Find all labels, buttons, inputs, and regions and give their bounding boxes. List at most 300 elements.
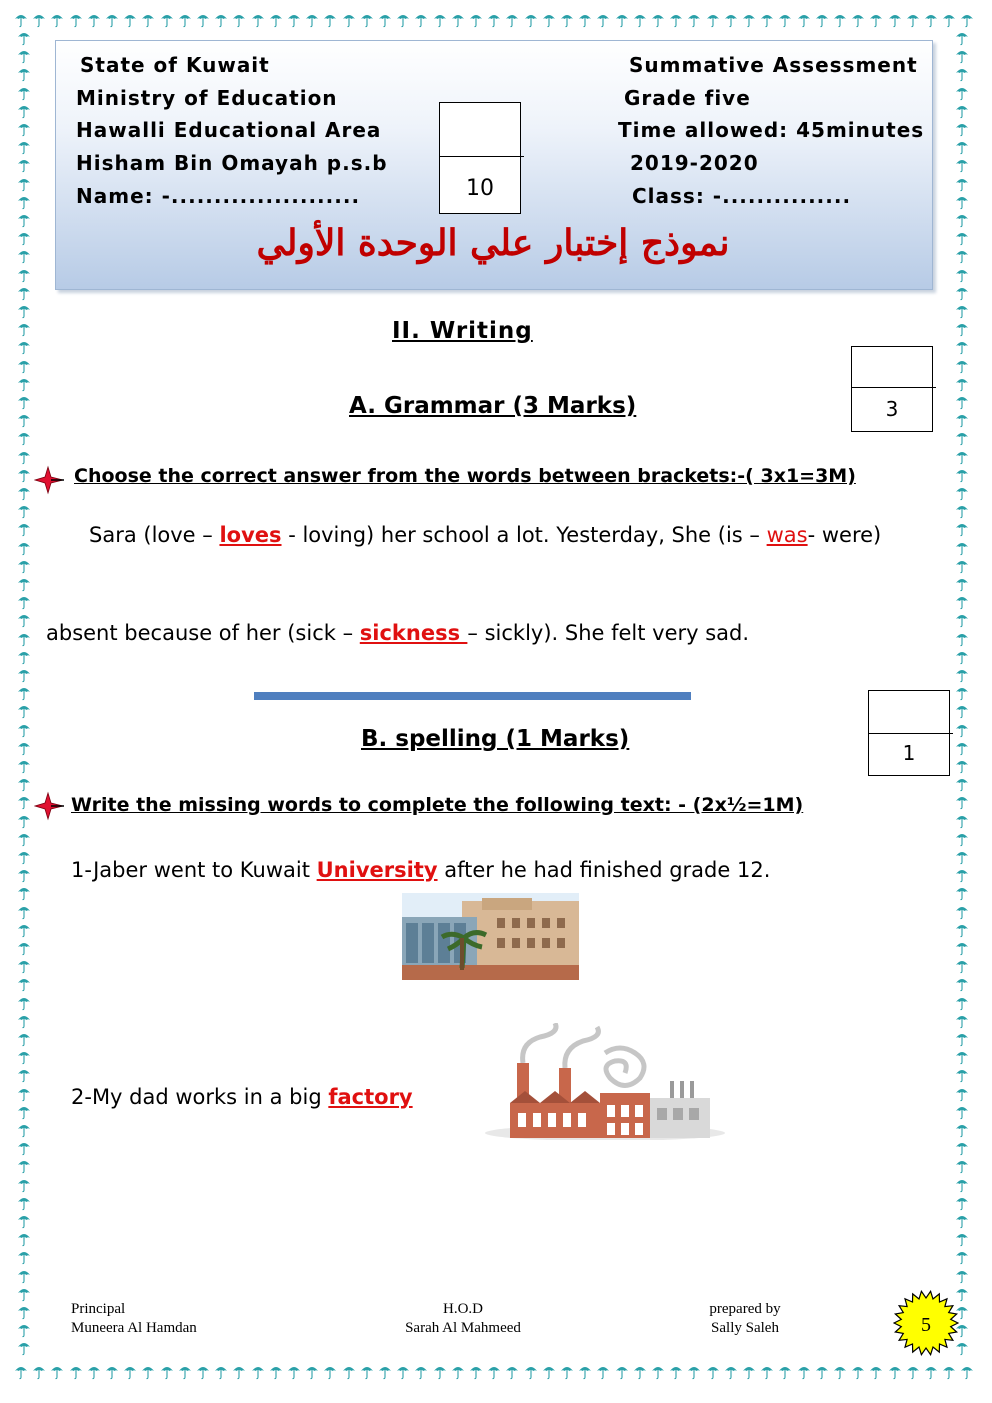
principal-signature <box>71 1300 197 1338</box>
umbrella-icon <box>17 212 31 228</box>
umbrella-icon <box>955 631 969 647</box>
umbrella-icon <box>955 430 969 446</box>
umbrella-icon <box>687 1364 701 1380</box>
umbrella-icon <box>287 1364 301 1380</box>
umbrella-icon <box>955 85 969 101</box>
writing-title: II. Writing <box>392 318 533 344</box>
umbrella-icon <box>17 1249 31 1265</box>
umbrella-icon <box>14 1364 28 1380</box>
umbrella-icon <box>17 849 31 865</box>
umbrella-icon <box>305 1364 319 1380</box>
umbrella-icon <box>17 1104 31 1120</box>
hod-name: Sarah Al Mahmeed <box>405 1320 521 1336</box>
umbrella-icon <box>955 48 969 64</box>
umbrella-icon <box>955 612 969 628</box>
umbrella-icon <box>17 940 31 956</box>
grammar-answer-was: was <box>766 523 808 547</box>
header-area: Hawalli Educational Area <box>76 118 382 142</box>
umbrella-icon <box>17 1231 31 1247</box>
umbrella-icon <box>17 576 31 592</box>
factory-image <box>485 1023 725 1140</box>
umbrella-icon <box>615 1364 629 1380</box>
umbrella-icon <box>396 1364 410 1380</box>
umbrella-icon <box>955 1195 969 1211</box>
umbrella-icon <box>17 685 31 701</box>
umbrella-icon <box>955 1067 969 1083</box>
header-school: Hisham Bin Omayah p.s.b <box>76 151 388 175</box>
umbrella-icon <box>17 194 31 210</box>
umbrella-icon <box>17 48 31 64</box>
umbrella-icon <box>955 449 969 465</box>
grammar-sentence-1 <box>89 523 881 547</box>
umbrella-icon <box>269 1364 283 1380</box>
hod-title: H.O.D <box>443 1301 483 1317</box>
arabic-title: نموذج إختبار علي الوحدة الأولي <box>256 222 730 264</box>
umbrella-icon <box>123 12 137 28</box>
spelling-question-1 <box>71 858 770 882</box>
umbrella-icon <box>955 230 969 246</box>
umbrella-icon <box>542 1364 556 1380</box>
umbrella-icon <box>50 12 64 28</box>
spelling-text-part: 2-My dad works in a big <box>71 1085 329 1109</box>
umbrella-icon <box>17 1322 31 1338</box>
umbrella-icon <box>955 703 969 719</box>
umbrella-icon <box>924 1364 938 1380</box>
umbrella-icon <box>955 867 969 883</box>
umbrella-icon <box>955 1177 969 1193</box>
umbrella-icon <box>942 12 956 28</box>
umbrella-icon <box>214 12 228 28</box>
umbrella-icon <box>724 1364 738 1380</box>
umbrella-icon <box>17 1013 31 1029</box>
umbrella-icon <box>17 248 31 264</box>
spelling-instruction: Write the missing words to complete the following text: - (2x½=1M) <box>71 794 804 816</box>
umbrella-icon <box>378 12 392 28</box>
umbrella-icon <box>955 576 969 592</box>
umbrella-icon <box>487 1364 501 1380</box>
umbrella-icon <box>17 722 31 738</box>
umbrella-icon <box>17 594 31 610</box>
umbrella-icon <box>615 12 629 28</box>
principal-name: Muneera Al Hamdan <box>71 1320 197 1336</box>
umbrella-icon <box>17 176 31 192</box>
umbrella-icon <box>17 449 31 465</box>
umbrella-icon <box>17 813 31 829</box>
umbrella-icon <box>760 1364 774 1380</box>
grammar-sentence-2 <box>46 621 749 645</box>
umbrella-icon <box>669 12 683 28</box>
umbrella-icon <box>17 758 31 774</box>
spelling-text-part: after he had finished grade 12. <box>437 858 771 882</box>
umbrella-icon <box>17 30 31 46</box>
umbrella-icon <box>542 12 556 28</box>
umbrella-icon <box>955 649 969 665</box>
umbrella-icon <box>17 1067 31 1083</box>
spelling-title: B. spelling (1 Marks) <box>361 726 630 752</box>
header-grade: Grade five <box>624 86 751 110</box>
umbrella-icon <box>17 558 31 574</box>
umbrella-icon <box>955 758 969 774</box>
umbrella-icon <box>633 12 647 28</box>
umbrella-icon <box>955 376 969 392</box>
umbrella-icon <box>955 103 969 119</box>
umbrella-icon <box>214 1364 228 1380</box>
umbrella-icon <box>17 958 31 974</box>
grammar-text-part: - loving) her school a lot. Yesterday, She (is – <box>281 523 767 547</box>
umbrella-icon <box>955 904 969 920</box>
umbrella-icon <box>742 1364 756 1380</box>
spelling-answer-university: University <box>316 858 438 882</box>
umbrella-icon <box>888 12 902 28</box>
umbrella-icon <box>17 139 31 155</box>
umbrella-icon <box>17 321 31 337</box>
umbrella-icon <box>955 212 969 228</box>
umbrella-icon <box>69 1364 83 1380</box>
umbrella-icon <box>596 1364 610 1380</box>
prepared-name: Sally Saleh <box>711 1320 779 1336</box>
umbrella-icon <box>17 467 31 483</box>
umbrella-icon <box>342 12 356 28</box>
umbrella-icon <box>955 339 969 355</box>
umbrella-icon <box>17 412 31 428</box>
umbrella-icon <box>17 66 31 82</box>
umbrella-icon <box>17 1122 31 1138</box>
umbrella-icon <box>232 12 246 28</box>
umbrella-icon <box>17 1177 31 1193</box>
header-name-field: Name: -...................... <box>76 184 361 208</box>
page-number: 5 <box>921 1314 931 1336</box>
umbrella-icon <box>955 139 969 155</box>
umbrella-icon <box>955 248 969 264</box>
umbrella-icon <box>955 121 969 137</box>
umbrella-icon <box>323 1364 337 1380</box>
umbrella-icon <box>342 1364 356 1380</box>
umbrella-icon <box>955 394 969 410</box>
umbrella-icon <box>815 12 829 28</box>
umbrella-icon <box>778 12 792 28</box>
umbrella-icon <box>955 667 969 683</box>
umbrella-icon <box>955 558 969 574</box>
umbrella-icon <box>955 995 969 1011</box>
umbrella-icon <box>232 1364 246 1380</box>
umbrella-icon <box>141 1364 155 1380</box>
umbrella-icon <box>487 12 501 28</box>
umbrella-icon <box>17 1158 31 1174</box>
grammar-title: A. Grammar (3 Marks) <box>349 393 637 419</box>
grammar-score-box <box>851 346 933 432</box>
umbrella-icon <box>633 1364 647 1380</box>
umbrella-icon <box>160 1364 174 1380</box>
umbrella-icon <box>17 976 31 992</box>
umbrella-icon <box>17 1195 31 1211</box>
umbrella-icon <box>955 685 969 701</box>
umbrella-icon <box>17 1213 31 1229</box>
umbrella-icon <box>955 740 969 756</box>
umbrella-icon <box>17 740 31 756</box>
umbrella-icon <box>196 12 210 28</box>
umbrella-icon <box>17 267 31 283</box>
umbrella-icon <box>960 12 974 28</box>
umbrella-icon <box>451 12 465 28</box>
umbrella-icon <box>17 631 31 647</box>
umbrella-icon <box>505 12 519 28</box>
umbrella-icon <box>32 12 46 28</box>
university-building-image <box>402 893 579 980</box>
umbrella-icon <box>105 1364 119 1380</box>
umbrella-icon <box>955 813 969 829</box>
umbrella-icon <box>17 85 31 101</box>
umbrella-icon <box>17 339 31 355</box>
umbrella-icon <box>833 1364 847 1380</box>
umbrella-icon <box>955 1268 969 1284</box>
umbrella-icon <box>17 358 31 374</box>
umbrella-icon <box>851 12 865 28</box>
umbrella-icon <box>17 521 31 537</box>
umbrella-icon <box>724 12 738 28</box>
umbrella-icon <box>955 958 969 974</box>
grammar-text-part: - were) <box>807 523 882 547</box>
umbrella-icon <box>955 776 969 792</box>
total-score-box <box>439 102 521 214</box>
umbrella-icon <box>955 467 969 483</box>
umbrella-icon <box>323 12 337 28</box>
umbrella-icon <box>955 976 969 992</box>
header-time: Time allowed: 45minutes <box>618 118 925 142</box>
star-bullet-icon <box>34 791 64 821</box>
umbrella-icon <box>955 1086 969 1102</box>
umbrella-icon <box>955 303 969 319</box>
umbrella-icon <box>17 503 31 519</box>
umbrella-icon <box>955 940 969 956</box>
umbrella-icon <box>955 594 969 610</box>
umbrella-icon <box>160 12 174 28</box>
umbrella-icon <box>17 1049 31 1065</box>
page-border-top <box>14 10 978 30</box>
star-bullet-icon <box>34 465 64 495</box>
umbrella-icon <box>742 12 756 28</box>
umbrella-icon <box>651 12 665 28</box>
umbrella-icon <box>17 394 31 410</box>
umbrella-icon <box>17 1304 31 1320</box>
umbrella-icon <box>955 849 969 865</box>
umbrella-icon <box>955 285 969 301</box>
umbrella-icon <box>378 1364 392 1380</box>
umbrella-icon <box>178 12 192 28</box>
header-school-country: State of Kuwait <box>80 53 270 77</box>
umbrella-icon <box>17 703 31 719</box>
umbrella-icon <box>433 1364 447 1380</box>
page-border-right <box>952 30 972 1362</box>
umbrella-icon <box>778 1364 792 1380</box>
umbrella-icon <box>955 503 969 519</box>
umbrella-icon <box>141 12 155 28</box>
prepared-by-signature <box>700 1300 790 1338</box>
umbrella-icon <box>17 612 31 628</box>
umbrella-icon <box>87 12 101 28</box>
umbrella-icon <box>955 885 969 901</box>
spelling-score-value: 1 <box>902 741 916 765</box>
total-score-value: 10 <box>466 176 494 201</box>
umbrella-icon <box>17 794 31 810</box>
umbrella-icon <box>469 12 483 28</box>
umbrella-icon <box>17 922 31 938</box>
grammar-answer-loves: loves <box>219 523 282 547</box>
umbrella-icon <box>17 1031 31 1047</box>
umbrella-icon <box>17 1086 31 1102</box>
umbrella-icon <box>955 30 969 46</box>
umbrella-icon <box>17 867 31 883</box>
umbrella-icon <box>888 1364 902 1380</box>
umbrella-icon <box>955 1122 969 1138</box>
spelling-question-2 <box>71 1085 413 1109</box>
umbrella-icon <box>955 1140 969 1156</box>
spelling-text-part: 1-Jaber went to Kuwait <box>71 858 317 882</box>
umbrella-icon <box>414 12 428 28</box>
umbrella-icon <box>469 1364 483 1380</box>
umbrella-icon <box>17 285 31 301</box>
grammar-text-part: Sara (love – <box>89 523 220 547</box>
umbrella-icon <box>960 1364 974 1380</box>
umbrella-icon <box>815 1364 829 1380</box>
umbrella-icon <box>955 722 969 738</box>
umbrella-icon <box>955 794 969 810</box>
umbrella-icon <box>178 1364 192 1380</box>
section-divider <box>254 692 691 700</box>
grammar-text-part: absent because of her (sick – <box>46 621 360 645</box>
umbrella-icon <box>955 267 969 283</box>
umbrella-icon <box>955 321 969 337</box>
umbrella-icon <box>414 1364 428 1380</box>
umbrella-icon <box>251 1364 265 1380</box>
umbrella-icon <box>797 12 811 28</box>
umbrella-icon <box>17 376 31 392</box>
umbrella-icon <box>396 12 410 28</box>
umbrella-icon <box>955 922 969 938</box>
umbrella-icon <box>360 1364 374 1380</box>
umbrella-icon <box>433 12 447 28</box>
umbrella-icon <box>955 66 969 82</box>
umbrella-icon <box>17 667 31 683</box>
header-year: 2019-2020 <box>630 151 759 175</box>
umbrella-icon <box>706 1364 720 1380</box>
umbrella-icon <box>524 1364 538 1380</box>
umbrella-icon <box>955 1231 969 1247</box>
umbrella-icon <box>955 1049 969 1065</box>
umbrella-icon <box>955 412 969 428</box>
umbrella-icon <box>305 12 319 28</box>
prepared-title: prepared by <box>709 1301 781 1317</box>
umbrella-icon <box>269 12 283 28</box>
umbrella-icon <box>17 121 31 137</box>
umbrella-icon <box>869 12 883 28</box>
umbrella-icon <box>869 1364 883 1380</box>
umbrella-icon <box>17 540 31 556</box>
umbrella-icon <box>797 1364 811 1380</box>
umbrella-icon <box>287 12 301 28</box>
umbrella-icon <box>505 1364 519 1380</box>
umbrella-icon <box>14 12 28 28</box>
umbrella-icon <box>251 12 265 28</box>
page-number-badge <box>893 1290 959 1356</box>
umbrella-icon <box>955 485 969 501</box>
umbrella-icon <box>196 1364 210 1380</box>
umbrella-icon <box>451 1364 465 1380</box>
umbrella-icon <box>17 1140 31 1156</box>
umbrella-icon <box>955 176 969 192</box>
umbrella-icon <box>524 12 538 28</box>
umbrella-icon <box>50 1364 64 1380</box>
umbrella-icon <box>851 1364 865 1380</box>
umbrella-icon <box>32 1364 46 1380</box>
umbrella-icon <box>955 1013 969 1029</box>
umbrella-icon <box>17 649 31 665</box>
umbrella-icon <box>17 904 31 920</box>
umbrella-icon <box>955 1158 969 1174</box>
page-border-bottom <box>14 1362 978 1382</box>
umbrella-icon <box>105 12 119 28</box>
grammar-text-part: – sickly). She felt very sad. <box>467 621 750 645</box>
umbrella-icon <box>955 521 969 537</box>
umbrella-icon <box>955 1249 969 1265</box>
umbrella-icon <box>906 12 920 28</box>
umbrella-icon <box>17 1286 31 1302</box>
umbrella-icon <box>651 1364 665 1380</box>
umbrella-icon <box>17 995 31 1011</box>
umbrella-icon <box>906 1364 920 1380</box>
umbrella-icon <box>687 12 701 28</box>
umbrella-icon <box>942 1364 956 1380</box>
umbrella-icon <box>955 1213 969 1229</box>
umbrella-icon <box>17 157 31 173</box>
umbrella-icon <box>17 230 31 246</box>
umbrella-icon <box>706 12 720 28</box>
umbrella-icon <box>955 831 969 847</box>
umbrella-icon <box>596 12 610 28</box>
umbrella-icon <box>669 1364 683 1380</box>
umbrella-icon <box>17 776 31 792</box>
umbrella-icon <box>17 831 31 847</box>
umbrella-icon <box>955 1104 969 1120</box>
principal-title: Principal <box>71 1301 126 1317</box>
umbrella-icon <box>760 12 774 28</box>
umbrella-icon <box>955 157 969 173</box>
grammar-score-value: 3 <box>885 397 899 421</box>
umbrella-icon <box>955 540 969 556</box>
umbrella-icon <box>17 485 31 501</box>
umbrella-icon <box>360 12 374 28</box>
umbrella-icon <box>87 1364 101 1380</box>
umbrella-icon <box>17 103 31 119</box>
umbrella-icon <box>560 1364 574 1380</box>
umbrella-icon <box>560 12 574 28</box>
header-ministry: Ministry of Education <box>76 86 338 110</box>
grammar-answer-sickness: sickness <box>359 621 468 645</box>
header-class-field: Class: -............... <box>632 184 852 208</box>
page-border-left <box>14 30 34 1362</box>
umbrella-icon <box>17 885 31 901</box>
umbrella-icon <box>17 1340 31 1356</box>
umbrella-icon <box>924 12 938 28</box>
spelling-score-box <box>868 690 950 776</box>
umbrella-icon <box>833 12 847 28</box>
umbrella-icon <box>17 1268 31 1284</box>
header-assessment: Summative Assessment <box>629 53 918 77</box>
umbrella-icon <box>955 194 969 210</box>
umbrella-icon <box>955 358 969 374</box>
umbrella-icon <box>578 12 592 28</box>
umbrella-icon <box>69 12 83 28</box>
umbrella-icon <box>17 430 31 446</box>
